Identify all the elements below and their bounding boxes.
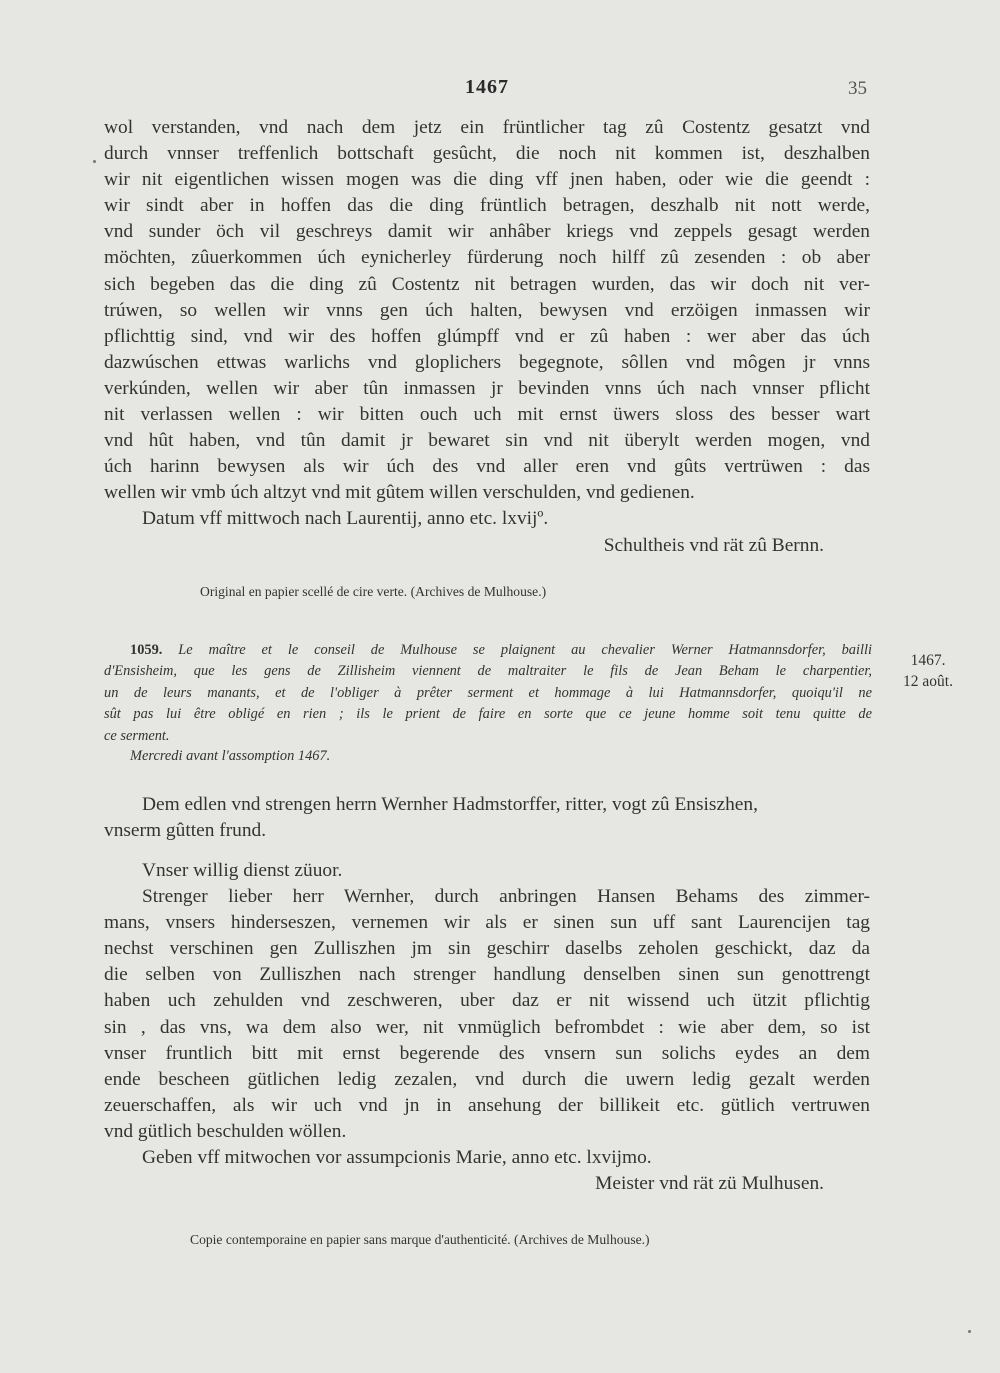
paper-speck (968, 1330, 971, 1333)
regest-line: un de leurs manants, et de l'obliger à prêter serment et hommage à lui Hatmannsdorfer, quoiqu'il ne (104, 684, 872, 701)
letter-1-source-note: Original en papier scellé de cire verte. (Archives de Mulhouse.) (200, 584, 547, 599)
margin-date (893, 650, 963, 692)
text-line: wellen wir vmb úch altzyt vnd mit gûtem willen verschulden, vnd gedienen. (104, 482, 695, 504)
text-line: nit verlassen wellen : wir bitten ouch uch mit ernst üwers sloss des besser wart (104, 404, 870, 426)
text-line: wir sindt aber in hoffen das die ding früntlich betragen, deszhalb nit nott werde, (104, 195, 870, 217)
text-line: verkúnden, wellen wir aber tûn inmassen jr bevinden vnns úch nach vnnser pflicht (104, 377, 870, 399)
letter-2-signature: Meister vnd rät zü Mulhusen. (595, 1173, 824, 1195)
regest-line (130, 640, 872, 661)
text-line: dazwúschen ettwas warlichs vnd gloplichers begegnote, sôllen vnd môgen jr vnns (104, 351, 870, 373)
text-line: Strenger lieber herr Wernher, durch anbringen Hansen Behams des zimmer- (142, 886, 870, 908)
text-line: wir nit eigentlichen wissen mogen was die ding vff jnen haben, oder wie die geendt : (104, 169, 870, 191)
regest-line: ce serment. (104, 727, 170, 744)
text-line: trúwen, so wellen wir vnns gen úch halten, bewysen vnd erzöigen inmassen wir (104, 299, 870, 321)
regest-line: d'Ensisheim, que les gens de Zillisheim viennent de maltraiter le fils de Jean Beham le charpentier, (104, 663, 872, 680)
text-line: mans, vnsers hinderseszen, vernemen wir als er sinen sun uff sant Laurencijen tag (104, 912, 870, 934)
text-line: haben uch zehulden vnd zeschweren, uber daz er nit wissend uch ützit pflichtig (104, 990, 870, 1012)
text-line: wol verstanden, vnd nach dem jetz ein früntlicher tag zû Costentz gesatzt vnd (104, 117, 870, 138)
letter-2-body (104, 858, 870, 1197)
text-line: pflichttig sind, vnd wir des hoffen glúmpff vnd er zû haben : wer aber das úch (104, 325, 870, 347)
text-line: vnd gütlich beschulden wöllen. (104, 1120, 347, 1142)
text-line: zeuerschaffen, als wir uch vnd jn in ansehung der billikeit etc. gütlich vertruwen (104, 1094, 870, 1116)
letter-2-date: Geben vff mitwochen vor assumpcionis Marie, anno etc. lxvijmo. (142, 1147, 652, 1169)
letter-1-date: Datum vff mittwoch nach Laurentij, anno etc. lxvijº. (142, 508, 549, 530)
regest-line: sût pas lui être obligé en rien ; ils le prient de faire en sorte que ce jeune homme soit tenu quitte de (104, 706, 872, 723)
letter-2-greeting: Vnser willig dienst züuor. (142, 860, 343, 881)
margin-day: 12 août. (903, 673, 953, 690)
text-line: ende bescheen gütlichen ledig zezalen, vnd durch die uwern ledig gezalt werden (104, 1068, 870, 1090)
regest-text: Le maître et le conseil de Mulhouse se plaignent au chevalier Werner Hatmannsdorfer, bailli (178, 642, 872, 658)
text-line: möchten, zûuerkommen úch eynicherley fürderung noch hilff zû zesenden : ob aber (104, 247, 870, 269)
regest-1059 (104, 640, 872, 765)
address-line: Dem edlen vnd strengen herrn Wernher Hadmstorffer, ritter, vogt zû Ensiszhen, (142, 794, 758, 815)
letter-2-address (104, 792, 870, 844)
letter-2-source-note: Copie contemporaine en papier sans marque d'authenticité. (Archives de Mulhouse.) (190, 1232, 650, 1247)
letter-1-body (104, 115, 870, 559)
address-line: vnserm gûtten frund. (104, 820, 267, 842)
regest-date: Mercredi avant l'assomption 1467. (130, 747, 331, 764)
text-line: vnd hût haben, vnd tûn damit jr bewaret sin vnd nit überylt werden mogen, vnd (104, 430, 870, 452)
letter-1-signature: Schultheis vnd rät zû Bernn. (603, 534, 824, 556)
text-line: die selben von Zulliszhen nach strenger handlung denselben sinen sun genottrengt (104, 964, 870, 986)
text-line: úch harinn bewysen als wir úch des vnd aller eren vnd gûts vertrüwen : das (104, 456, 870, 478)
running-header-year: 1467 (465, 76, 509, 98)
text-line: nechst verschinen gen Zulliszhen jm sin geschirr daselbs zeholen geschickt, daz da (104, 938, 870, 960)
text-line: vnser fruntlich bitt mit ernst begerende des vnsern sun solichs eydes an dem (104, 1042, 870, 1064)
regest-number: 1059. (130, 642, 163, 658)
text-line: sich begeben das die ding zû Costentz nit betragen wurden, das wir doch nit ver- (104, 273, 870, 295)
margin-year: 1467. (910, 652, 946, 669)
text-line: vnd sunder öch vil geschreys damit wir anhâber kriegs vnd zeppels gesagt werden (104, 221, 870, 243)
text-line: sin , das vns, wa dem also wer, nit vnmüglich befrombdet : wie aber dem, so ist (104, 1016, 870, 1038)
page-number: 35 (848, 78, 867, 99)
text-line: durch vnnser treffenlich bottschaft gesûcht, die noch nit kommen ist, deszhalben (104, 143, 870, 165)
paper-speck (93, 160, 96, 163)
